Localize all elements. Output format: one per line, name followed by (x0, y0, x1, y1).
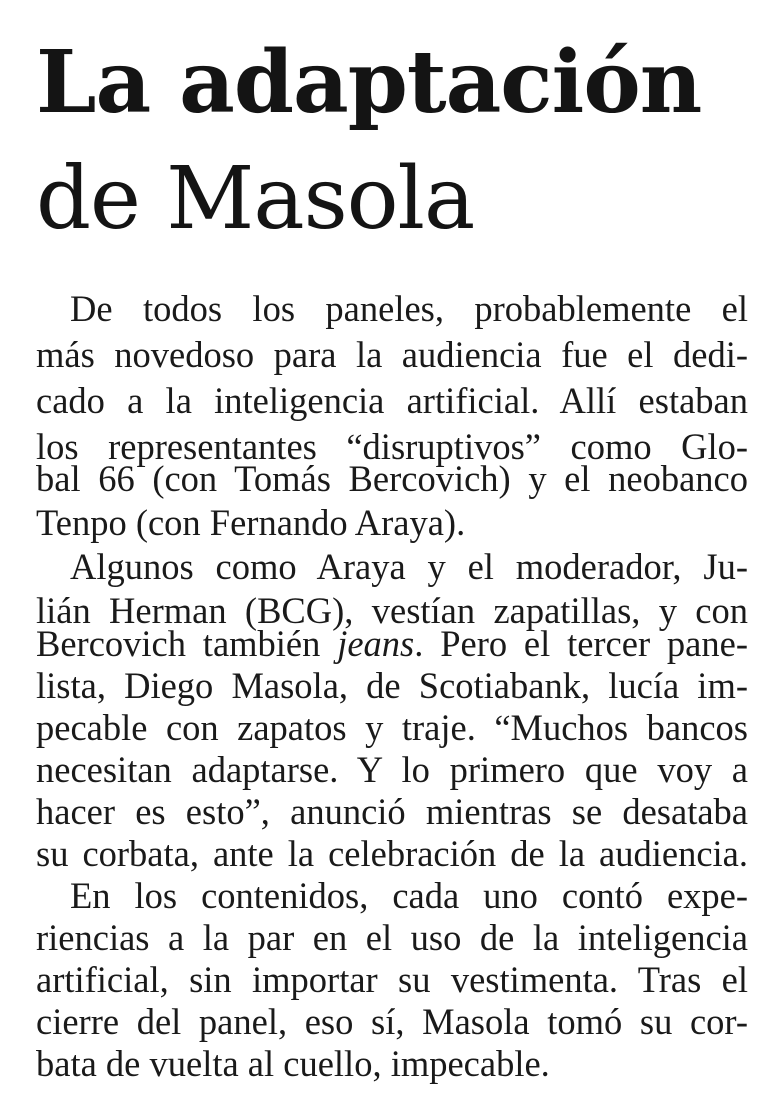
body-line: Algunos como Araya y el moderador, Ju- (70, 546, 748, 587)
body-line: lián Herman (BCG), vestían zapatillas, y con (36, 590, 748, 631)
body-line: más novedoso para la audiencia fue el dedi- (36, 334, 748, 375)
body-line: bal 66 (con Tomás Bercovich) y el neobanco (36, 458, 748, 499)
body-line: hacer es esto”, anunció mientras se desataba (36, 791, 748, 832)
body-line: De todos los paneles, probablemente el (70, 288, 748, 329)
body-line: lista, Diego Masola, de Scotiabank, lucía im- (36, 665, 748, 706)
headline-line-1: La adaptación (36, 32, 702, 133)
body-line: En los contenidos, cada uno contó expe- (70, 875, 748, 916)
body-line: pecable con zapatos y traje. “Muchos bancos (36, 707, 748, 748)
body-line: cierre del panel, eso sí, Masola tomó su cor- (36, 1001, 748, 1042)
body-line: necesitan adaptarse. Y lo primero que voy a (36, 749, 748, 790)
body-text: Bercovich también (36, 623, 338, 664)
italic-word: jeans (337, 623, 415, 664)
body-line: bata de vuelta al cuello, impecable. (36, 1043, 550, 1084)
body-line: los representantes “disruptivos” como Glo- (36, 426, 748, 467)
body-line: artificial, sin importar su vestimenta. Tras el (36, 959, 748, 1000)
body-line: riencias a la par en el uso de la inteligencia (36, 917, 748, 958)
headline-line-2: de Masola (36, 149, 475, 249)
body-line: su corbata, ante la celebración de la audiencia. (36, 833, 748, 874)
body-line: cado a la inteligencia artificial. Allí estaban (36, 380, 748, 421)
body-line: Tenpo (con Fernando Araya). (36, 502, 466, 543)
body-line (36, 623, 748, 664)
body-text: . Pero el tercer pane- (414, 623, 748, 664)
